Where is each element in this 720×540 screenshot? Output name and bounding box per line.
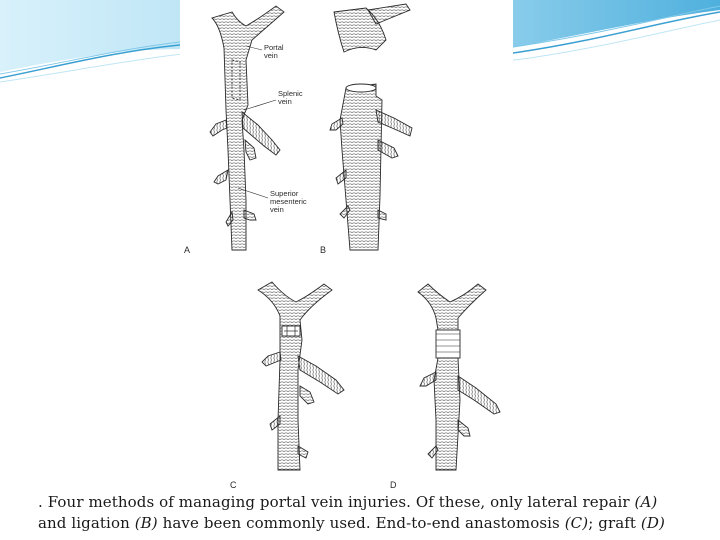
panel-a-label-smv: Superior mesenteric vein (270, 189, 307, 214)
panel-a-label-splenic: Splenic vein (278, 89, 303, 106)
caption-label-a: (A) (634, 493, 658, 511)
caption-bullet: . (38, 493, 43, 511)
panel-b-drawing (330, 4, 412, 250)
panel-b-letter: B (320, 245, 327, 255)
caption-line2-sep: ; graft (588, 514, 641, 532)
panel-a-label-portal: Portal vein (264, 43, 284, 60)
caption-line2-prefix: and ligation (38, 514, 135, 532)
panel-c-letter: C (230, 480, 237, 490)
caption-label-c: (C) (564, 514, 589, 532)
panel-a-letter: A (184, 245, 191, 255)
panel-d-drawing (418, 284, 500, 470)
figure-caption (38, 492, 698, 534)
figure-panel (180, 0, 513, 492)
panel-d-letter: D (390, 480, 397, 490)
caption-line1: Four methods of managing portal vein injuries. Of these, only lateral repair (42, 493, 635, 511)
portal-vein-figure (180, 0, 513, 492)
caption-line2-middle: have been commonly used. End-to-end anastomosis (157, 514, 565, 532)
caption-label-b: (B) (134, 514, 158, 532)
caption-label-d: (D) (640, 514, 665, 532)
panel-c-drawing (258, 282, 344, 470)
